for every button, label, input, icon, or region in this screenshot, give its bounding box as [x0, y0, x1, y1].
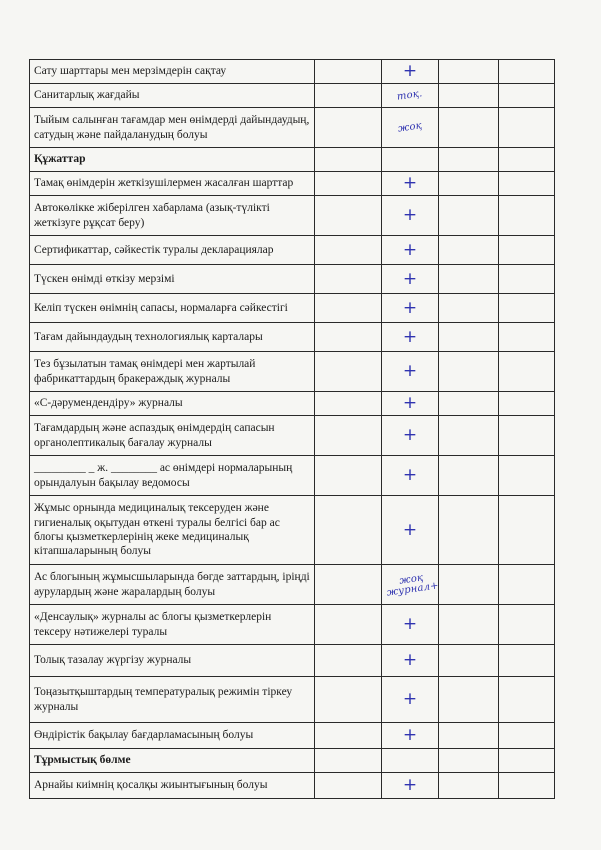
empty-cell	[315, 60, 382, 84]
empty-cell	[382, 148, 439, 172]
empty-cell	[439, 496, 499, 565]
requirement-cell: Жұмыс орнында медициналық тексеруден және гигиеналық оқытудан өткені туралы белгісі бар ас блогы қызметкерлерінің жеке медициналық кітапшаларының болуы	[30, 496, 315, 565]
handwritten-mark: +	[382, 416, 439, 456]
requirement-cell: «С-дәрумендендіру» журналы	[30, 392, 315, 416]
empty-cell	[439, 645, 499, 677]
empty-cell	[499, 773, 555, 799]
empty-cell	[499, 352, 555, 392]
empty-cell	[499, 496, 555, 565]
requirement-cell: Өндірістік бақылау бағдарламасының болуы	[30, 723, 315, 749]
requirement-cell: Сату шарттары мен мерзімдерін сақтау	[30, 60, 315, 84]
empty-cell	[315, 108, 382, 148]
table-row	[30, 677, 555, 723]
table-row	[30, 323, 555, 352]
requirement-cell: Тоңазытқыштардың температуралық режимін тіркеу журналы	[30, 677, 315, 723]
requirement-cell: Арнайы киімнің қосалқы жиынтығының болуы	[30, 773, 315, 799]
requirement-cell: _________ _ ж. ________ ас өнімдері нормаларының орындалуын бақылау ведомосы	[30, 456, 315, 496]
empty-cell	[499, 294, 555, 323]
empty-cell	[315, 265, 382, 294]
empty-cell	[315, 565, 382, 605]
empty-cell	[439, 749, 499, 773]
requirement-cell: Автокөлікке жіберілген хабарлама (азық-түлікті жеткізуге рұқсат беру)	[30, 196, 315, 236]
empty-cell	[499, 392, 555, 416]
empty-cell	[439, 456, 499, 496]
table-row	[30, 352, 555, 392]
table-row	[30, 496, 555, 565]
empty-cell	[499, 236, 555, 265]
empty-cell	[439, 605, 499, 645]
table-row	[30, 605, 555, 645]
empty-cell	[315, 172, 382, 196]
requirement-cell: Сертификаттар, сәйкестік туралы декларациялар	[30, 236, 315, 265]
empty-cell	[499, 148, 555, 172]
empty-cell	[499, 749, 555, 773]
empty-cell	[315, 84, 382, 108]
empty-cell	[499, 416, 555, 456]
empty-cell	[499, 323, 555, 352]
empty-cell	[439, 84, 499, 108]
empty-cell	[439, 352, 499, 392]
empty-cell	[439, 723, 499, 749]
empty-cell	[499, 677, 555, 723]
table-row	[30, 294, 555, 323]
table-row	[30, 108, 555, 148]
handwritten-mark: +	[382, 323, 439, 352]
empty-cell	[499, 723, 555, 749]
requirement-cell: Ас блогының жұмысшыларында бөгде заттардың, іріңді аурулардың және жаралардың болуы	[30, 565, 315, 605]
empty-cell	[315, 352, 382, 392]
handwritten-mark: +	[382, 265, 439, 294]
requirement-cell: Тағам дайындаудың технологиялық карталары	[30, 323, 315, 352]
handwritten-mark: +	[382, 172, 439, 196]
section-heading: Құжаттар	[30, 148, 315, 172]
empty-cell	[499, 84, 555, 108]
handwritten-mark: +	[382, 60, 439, 84]
empty-cell	[499, 60, 555, 84]
empty-cell	[315, 456, 382, 496]
handwritten-mark: +	[382, 723, 439, 749]
empty-cell	[499, 172, 555, 196]
handwritten-mark: +	[382, 605, 439, 645]
empty-cell	[315, 773, 382, 799]
empty-cell	[382, 749, 439, 773]
handwritten-mark: тоқ.	[382, 84, 439, 108]
empty-cell	[315, 294, 382, 323]
empty-cell	[439, 172, 499, 196]
table-row	[30, 236, 555, 265]
requirement-cell: Санитарлық жағдайы	[30, 84, 315, 108]
empty-cell	[315, 236, 382, 265]
empty-cell	[315, 677, 382, 723]
table-row	[30, 172, 555, 196]
empty-cell	[439, 148, 499, 172]
table-row	[30, 456, 555, 496]
handwritten-mark: +	[382, 294, 439, 323]
empty-cell	[499, 645, 555, 677]
table-row	[30, 565, 555, 605]
table-row	[30, 392, 555, 416]
table-row	[30, 773, 555, 799]
requirement-cell: Тағамдардың және аспаздық өнімдердің сапасын органолептикалық бағалау журналы	[30, 416, 315, 456]
empty-cell	[315, 723, 382, 749]
handwritten-mark: +	[382, 456, 439, 496]
empty-cell	[499, 265, 555, 294]
handwritten-mark: +	[382, 236, 439, 265]
section-row	[30, 749, 555, 773]
inspection-checklist-table	[29, 59, 555, 799]
empty-cell	[315, 605, 382, 645]
table-row	[30, 723, 555, 749]
table-row	[30, 60, 555, 84]
table-row	[30, 645, 555, 677]
requirement-cell: Тамақ өнімдерін жеткізушілермен жасалған шарттар	[30, 172, 315, 196]
empty-cell	[439, 108, 499, 148]
empty-cell	[439, 565, 499, 605]
empty-cell	[315, 749, 382, 773]
empty-cell	[315, 496, 382, 565]
handwritten-mark: жоқ	[382, 108, 439, 148]
empty-cell	[439, 773, 499, 799]
handwritten-mark: +	[382, 677, 439, 723]
empty-cell	[439, 60, 499, 84]
empty-cell	[499, 565, 555, 605]
handwritten-mark: +	[382, 196, 439, 236]
handwritten-mark: жоқ журнал+	[382, 565, 439, 605]
requirement-cell: «Денсаулық» журналы ас блогы қызметкерлерін тексеру нәтижелері туралы	[30, 605, 315, 645]
empty-cell	[499, 108, 555, 148]
empty-cell	[439, 236, 499, 265]
empty-cell	[315, 416, 382, 456]
handwritten-mark: +	[382, 352, 439, 392]
table-row	[30, 265, 555, 294]
empty-cell	[439, 416, 499, 456]
handwritten-mark: +	[382, 496, 439, 565]
table-row	[30, 84, 555, 108]
handwritten-mark: +	[382, 773, 439, 799]
empty-cell	[499, 196, 555, 236]
empty-cell	[439, 265, 499, 294]
section-heading: Тұрмыстық бөлме	[30, 749, 315, 773]
empty-cell	[439, 196, 499, 236]
empty-cell	[315, 645, 382, 677]
requirement-cell: Тез бұзылатын тамақ өнімдері мен жартылай фабрикаттардың бракераждық журналы	[30, 352, 315, 392]
table-row	[30, 196, 555, 236]
handwritten-mark: +	[382, 392, 439, 416]
empty-cell	[439, 323, 499, 352]
requirement-cell: Тыйым салынған тағамдар мен өнімдерді дайындаудың, сатудың және пайдаланудың болуы	[30, 108, 315, 148]
empty-cell	[315, 148, 382, 172]
empty-cell	[439, 392, 499, 416]
empty-cell	[315, 196, 382, 236]
empty-cell	[315, 323, 382, 352]
empty-cell	[315, 392, 382, 416]
section-row	[30, 148, 555, 172]
requirement-cell: Түскен өнімді өткізу мерзімі	[30, 265, 315, 294]
empty-cell	[499, 456, 555, 496]
empty-cell	[439, 294, 499, 323]
table-row	[30, 416, 555, 456]
empty-cell	[499, 605, 555, 645]
requirement-cell: Келіп түскен өнімнің сапасы, нормаларға сәйкестігі	[30, 294, 315, 323]
requirement-cell: Толық тазалау жүргізу журналы	[30, 645, 315, 677]
empty-cell	[439, 677, 499, 723]
handwritten-mark: +	[382, 645, 439, 677]
